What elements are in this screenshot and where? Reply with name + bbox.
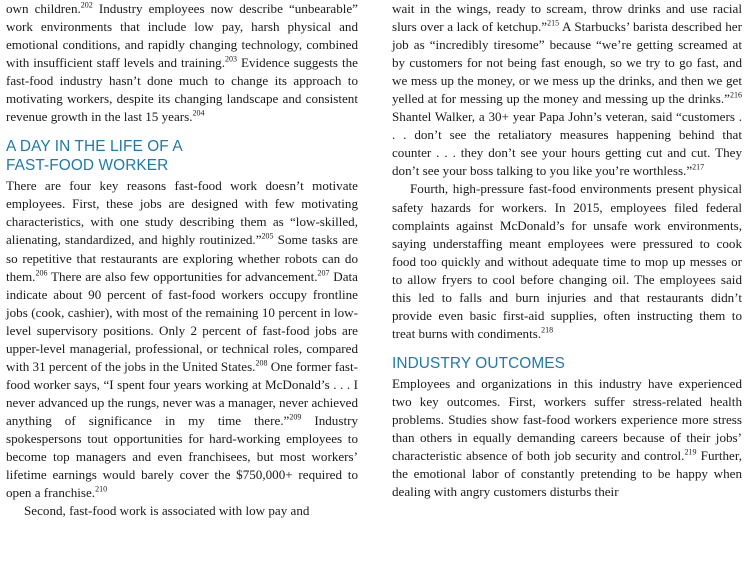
section-heading-day-in-life [6,137,358,175]
right-column [392,0,742,501]
paragraph-outcomes [392,375,742,501]
footnote-ref: 205 [261,232,274,242]
heading-line: A DAY IN THE LIFE OF A [6,138,183,156]
text: Fourth, high-pressure fast-food environments present physical safety hazards for workers. In 2015, employees filed federal complaints against McDonald’s for unsafe work environments, saying understaffing meant employees were pressured to cook food too quickly and without adequate time to mop up messes or to allow fryers to cool before changing oil. The employees said this led to falls and burn injuries and that restaurants didn’t provide even basic first-aid supplies, often instructing them to treat burns with condiments. [392,181,742,341]
text: Data indicate about 90 percent of fast-food workers occupy frontline jobs (cook, cashier), with most of the remaining 10 percent in low-level supervisory positions. Only 2 percent of fast-food jobs are upper-level managerial, professional, or technical roles, compared with 31 percent of the jobs in the United States. [6,268,358,374]
footnote-ref: 204 [192,108,205,118]
footnote-ref: 218 [541,325,554,335]
footnote-ref: 202 [80,0,93,10]
text: wait in the wings, ready to scream, throw drinks and use racial slurs over a lack of ketchup.” [392,1,742,35]
text: own children. [6,1,81,16]
footnote-ref: 210 [95,484,108,494]
text: Second, fast-food work is associated with low pay and [24,503,310,519]
text: Shantel Walker, a 30+ year Papa John’s veteran, said “customers . . . don’t see the retaliatory measures happening behind that counter . . . they don’t see your hours getting cut and cut. They don’t see your boss talking to you like you’re worthless.” [392,109,742,179]
footnote-ref: 217 [692,163,705,173]
paragraph-second-reason [6,502,358,520]
text: One former fast-food worker says, “I spent four years working at McDonald’s . . . I never advanced up the rungs, never was a manager, never achieved anything of significance in my time there.” [6,358,358,428]
footnote-ref: 207 [317,268,330,278]
paragraph-continued [6,0,358,126]
text: Further, the emotional labor of constantly pretending to be happy when dealing with angry customers disturbs their [392,448,742,500]
footnote-ref: 209 [289,412,302,422]
text: There are four key reasons fast-food work doesn’t motivate employees. First, these jobs are designed with few motivating characteristics, with one study describing them as “low-skilled, alienating, standardized, and highly routinized.” [6,178,358,248]
paragraph-continued [392,0,742,180]
footnote-ref: 219 [684,447,697,457]
heading-line: FAST-FOOD WORKER [6,157,169,175]
footnote-ref: 206 [35,268,48,278]
left-column [6,0,358,520]
text: Employees and organizations in this industry have experienced two key outcomes. First, workers suffer stress-related health problems. Studies show fast-food workers experience more stress than others in equally demanding careers because of their jobs’ characteristic absence of both job security and control. [392,375,742,464]
paragraph-fourth-reason [392,180,742,342]
footnote-ref: 216 [730,90,742,100]
paragraph-four-reasons [6,177,358,502]
text: Evidence suggests the fast-food industry hasn’t done much to change its approach to motivating workers, despite its changing landscape and consistent revenue growth in the last 15 years. [6,55,358,125]
footnote-ref: 215 [547,18,560,28]
footnote-ref: 203 [225,54,237,64]
text: Some tasks are so repetitive that restaurants are exploring whether robots can do them. [6,232,358,284]
section-heading-industry-outcomes: INDUSTRY OUTCOMES [392,354,566,372]
footnote-ref: 208 [255,358,268,368]
text: A Starbucks’ barista described her job as “incredibly tiresome” because “we’re getting screamed at by customers for not being fast enough, so we try to go fast, and we mess up the money, or we mess up the drinks, and then we get yelled at for messing up the money and messing up the drinks.” [392,19,742,107]
text: There are also few opportunities for advancement. [47,268,318,284]
text: Industry spokespersons tout opportunities for hard-working employees to become top managers and even franchisees, but most workers’ lifetime earnings would barely cover the $750,000+ required to open a franchise. [6,412,358,501]
text: Industry employees now describe “unbearable” work environments that include low pay, harsh physical and emotional conditions, and rapidly changing technology, combined with insufficient staff levels and training. [6,1,358,71]
